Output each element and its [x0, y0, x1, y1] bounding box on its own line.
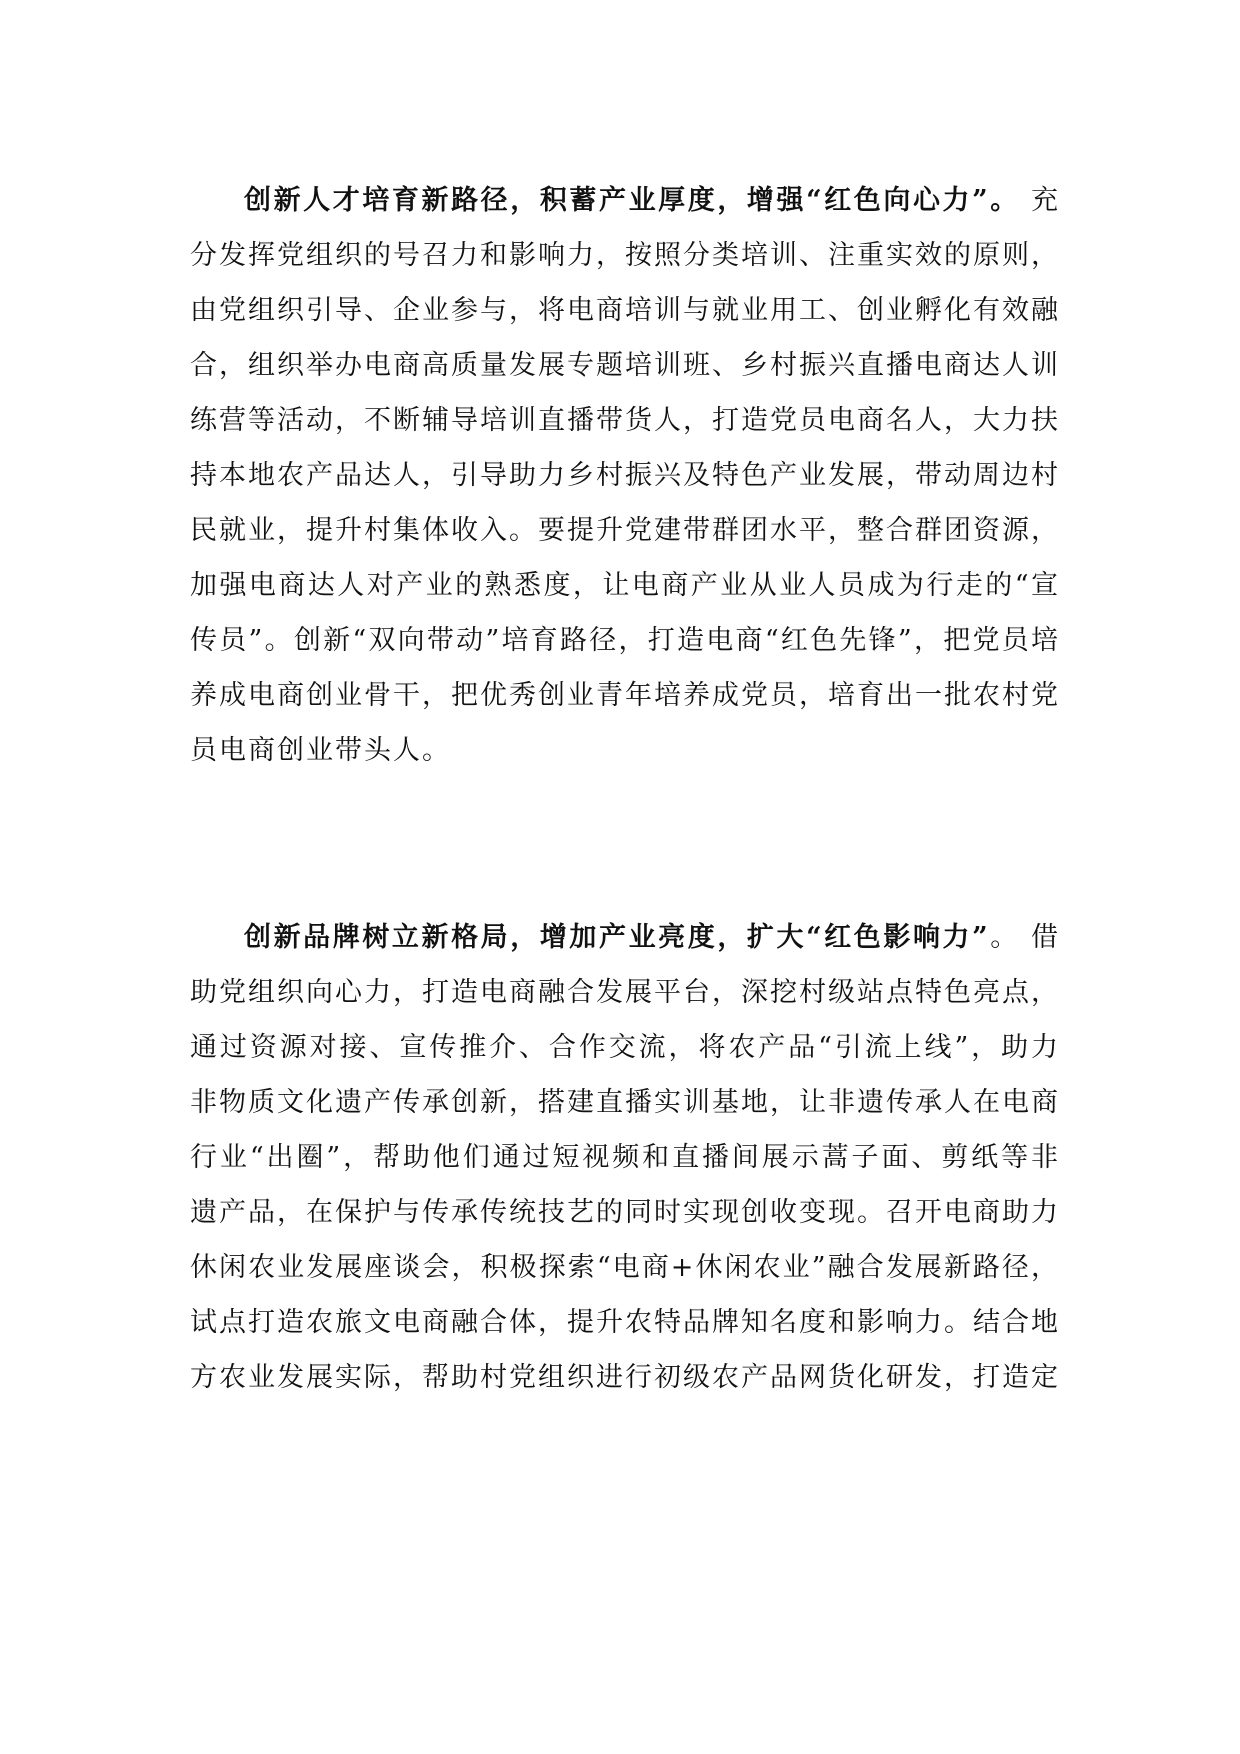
- paragraph-body: 。 借助党组织向心力，打造电商融合发展平台，深挖村级站点特色亮点，通过资源对接、宣传推介、合作交流，将农产品“引流上线”，助力非物质文化遗产传承创新，搭建直播实训基地，让非遗传承人在电商行业“出圈”，帮助他们通过短视频和直播间展示蒿子面、剪纸等非遗产品，在保护与传承传统技艺的同时实现创收变现。召开电商助力休闲农业发展座谈会，积极探索“电商+休闲农业”融合发展新路径，试点打造农旅文电商融合体，提升农特品牌知名度和影响力。结合地方农业发展实际，帮助村党组织进行初级农产品网货化研发，打造定: [190, 922, 1060, 1393]
- paragraph-body: 充分发挥党组织的号召力和影响力，按照分类培训、注重实效的原则，由党组织引导、企业参与，将电商培训与就业用工、创业孵化有效融合，组织举办电商高质量发展专题培训班、乡村振兴直播电商达人训练营等活动，不断辅导培训直播带货人，打造党员电商名人，大力扶持本地农产品达人，引导助力乡村振兴及特色产业发展，带动周边村民就业，提升村集体收入。要提升党建带群团水平，整合群团资源，加强电商达人对产业的熟悉度，让电商产业从业人员成为行走的“宣传员”。创新“双向带动”培育路径，打造电商“红色先锋”，把党员培养成电商创业骨干，把优秀创业青年培养成党员，培育出一批农村党员电商创业带头人。: [190, 185, 1060, 766]
- paragraph-heading: 创新品牌树立新格局，增加产业亮度，扩大“红色影响力”: [244, 922, 990, 953]
- paragraph-talent-cultivation: [190, 173, 1060, 778]
- paragraph-brand-building: [190, 910, 1060, 1405]
- paragraph-heading: 创新人才培育新路径，积蓄产业厚度，增强“红色向心力”。: [244, 185, 1020, 216]
